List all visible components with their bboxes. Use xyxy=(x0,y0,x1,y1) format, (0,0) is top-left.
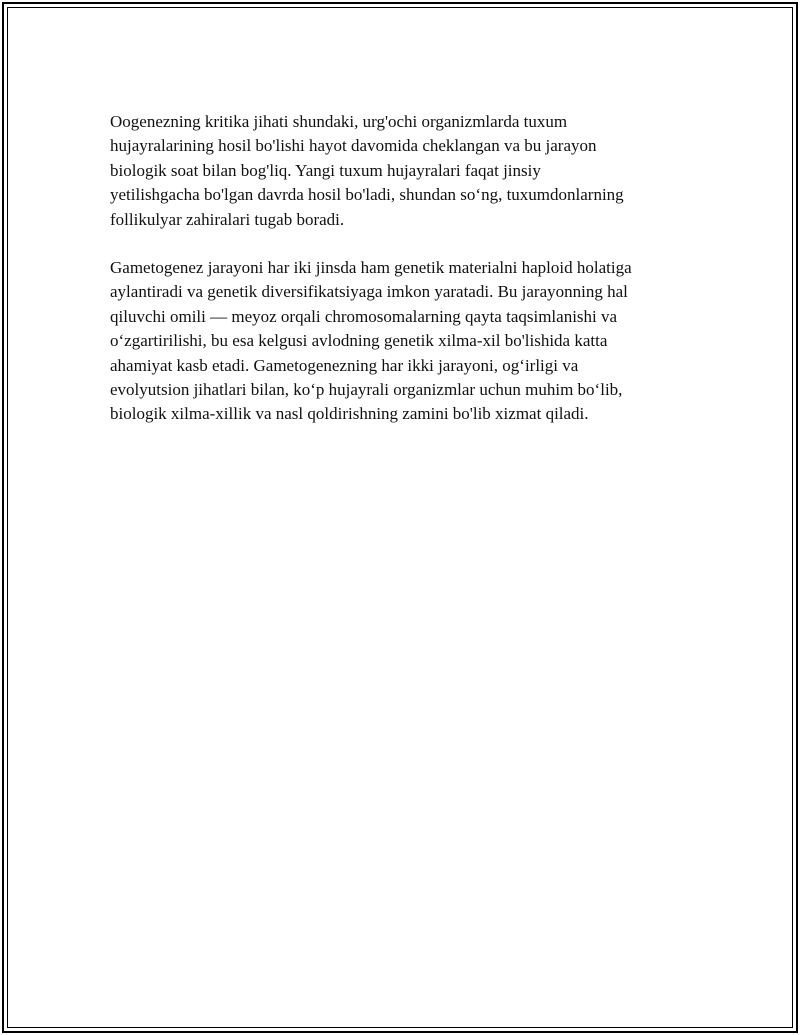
text-line: follikulyar zahiralari tugab boradi. xyxy=(110,209,345,229)
text-line: Oogenezning kritika jihati shundaki, urg'ochi organizmlarda tuxum xyxy=(110,112,568,131)
text-line: hujayralarining hosil bo'lishi hayot davomida cheklangan va bu jarayon xyxy=(110,136,597,156)
text-line: o‘zgartirilishi, bu esa kelgusi avlodning genetik xilma-xil bo'lishida katta xyxy=(110,331,608,351)
text-line: ahamiyat kasb etadi. Gametogenezning har ikki jarayoni, og‘irligi va xyxy=(110,355,579,375)
text-line: qiluvchi omili — meyoz orqali chromosomalarning qayta taqsimlanishi va xyxy=(110,306,618,326)
text-line: aylantiradi va genetik diversifikatsiyaga imkon yaratadi. Bu jarayonning hal xyxy=(110,282,628,302)
paragraph-oogenesis xyxy=(110,110,680,232)
text-line: biologik xilma-xillik va nasl qoldirishning zamini bo'lib xizmat qiladi. xyxy=(110,404,589,424)
text-line: biologik soat bilan bog'liq. Yangi tuxum hujayralari faqat jinsiy xyxy=(110,160,541,180)
paragraph-gametogenesis xyxy=(110,256,680,427)
text-line: Gametogenez jarayoni har iki jinsda ham genetik materialni haploid holatiga xyxy=(110,258,632,278)
text-line: yetilishgacha bo'lgan davrda hosil bo'ladi, shundan so‘ng, tuxumdonlarning xyxy=(110,185,624,205)
text-line: evolyutsion jihatlari bilan, ko‘p hujayrali organizmlar uchun muhim bo‘lib, xyxy=(110,380,623,400)
document-body xyxy=(110,110,680,427)
